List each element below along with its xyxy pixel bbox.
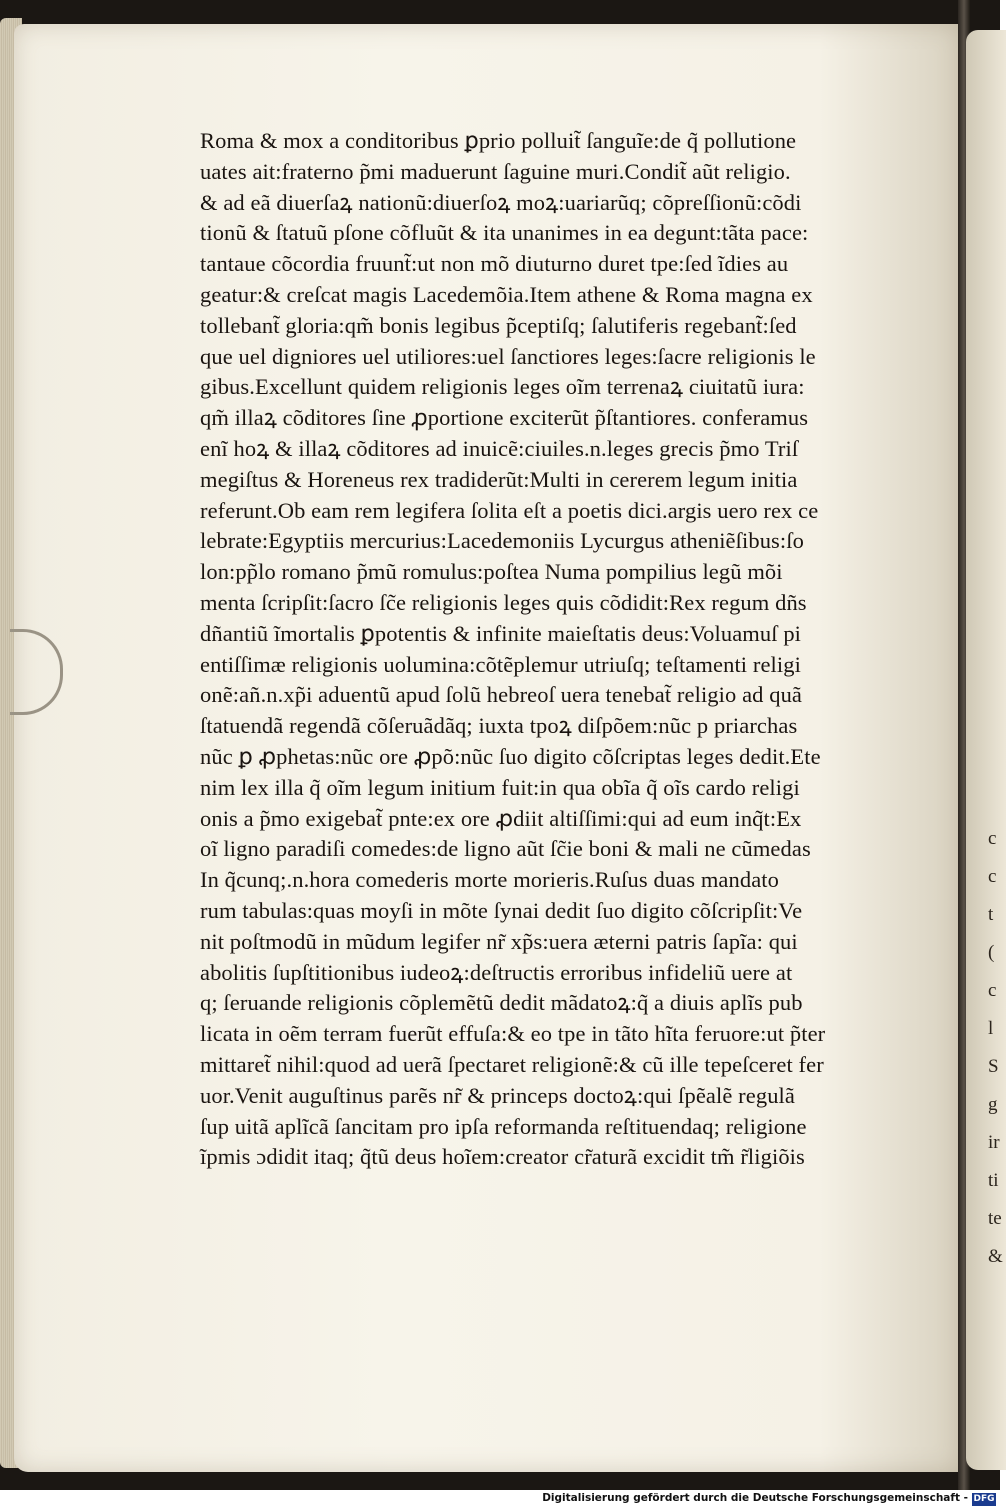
text-line: In q̃cunq;.n.hora comederis morte morieris.Ruſus duas mandato xyxy=(200,867,779,893)
text-line: megiſtus & Horeneus rex tradiderũt:Multi in cererem legum initia xyxy=(200,466,798,492)
text-line: enĩ hoꝝ & illaꝝ cõditores ad inuicẽ:ciuiles.n.leges grecis p̃mo Triſ xyxy=(200,435,799,461)
text-line: que uel digniores uel utiliores:uel ſanctiores leges:ſacre religionis le xyxy=(200,343,816,369)
text-line: nit poſtmodũ in mũdum legifer nr̃ xp̃s:uera æterni patris ſapĩa: qui xyxy=(200,928,798,954)
adjacent-fragment: ti xyxy=(988,1170,999,1191)
text-line: entiſſimæ religionis uolumina:cõtẽplemur utriuſq; teſtamenti religi xyxy=(200,651,801,677)
adjacent-fragment: t xyxy=(988,904,994,925)
text-line: referunt.Ob eam rem legifera ſolita eſt a poetis dici.argis uero rex ce xyxy=(200,497,819,523)
text-line: menta ſcripſit:ſacro ſc̃e religionis leges quis cõdidit:Rex regum dñs xyxy=(200,589,807,615)
text-line: geatur:& creſcat magis Lacedemõia.Item athene & Roma magna ex xyxy=(200,281,813,307)
text-line: q; ſeruande religionis cõplemẽtũ dedit mãdatoꝝ:q̃ a diuis aplĩs pub xyxy=(200,990,803,1016)
adjacent-fragment: g xyxy=(988,1094,998,1115)
adjacent-fragment: te xyxy=(988,1208,1002,1229)
text-line: onis a p̃mo exigebat̃ pnte:ex ore ꝓdiit altiſſimi:qui ad eum inq̃t:Ex xyxy=(200,805,802,831)
adjacent-fragment: ( xyxy=(988,942,995,963)
adjacent-fragment: ir xyxy=(988,1132,1000,1153)
text-line: nũc ꝑ ꝓphetas:nũc ore ꝓpõ:nũc ſuo digito cõſcriptas leges dedit.Ete xyxy=(200,743,821,769)
text-line: tollebant̃ gloria:qm̃ bonis legibus p̃ceptiſq; ſalutiferis regebant̃:ſed xyxy=(200,312,797,338)
text-line: gibus.Excellunt quidem religionis leges oĩm terrenaꝝ ciuitatũ iura: xyxy=(200,374,805,400)
adjacent-fragment: c xyxy=(988,828,997,849)
text-line: & ad eã diuerſaꝝ nationũ:diuerſoꝝ moꝝ:uariarũq; cõpreſſionũ:cõdi xyxy=(200,189,802,215)
dfg-logo: DFG xyxy=(973,1494,995,1504)
adjacent-fragment: S xyxy=(988,1056,999,1077)
text-line: mittaret̃ nihil:quod ad uerã ſpectaret religionẽ:& cũ ille tepeſceret fer xyxy=(200,1051,824,1077)
text-line: Roma & mox a conditoribus ꝑprio polluit̃ ſanguĩe:de q̃ pollutione xyxy=(200,128,797,153)
text-line: ſup uitã aplĩcã ſancitam pro ipſa reformanda reſtituendaq; religione xyxy=(200,1113,807,1139)
text-line: lon:pp̃lo romano p̃mũ romulus:poſtea Numa pompilius legũ mõi xyxy=(200,559,783,585)
text-line: nim lex illa q̃ oĩm legum initium fuit:in qua obĩa q̃ oĩs cardo religi xyxy=(200,774,800,800)
text-line: licata in oẽm terram fuerũt effuſa:& eo tpe in tãto hĩta feruore:ut p̃ter xyxy=(200,1021,826,1047)
adjacent-fragment: c xyxy=(988,866,997,887)
adjacent-fragment: & xyxy=(988,1246,1003,1267)
text-line: uor.Venit auguſtinus parẽs nr̃ & princeps doctoꝝ:qui ſpẽalẽ regulã xyxy=(200,1082,795,1108)
page-text xyxy=(200,126,908,1173)
text-line: abolitis ſupſtitionibus iudeoꝝ:deſtructis erroribus infideliũ uere at xyxy=(200,959,793,985)
adjacent-fragment: c xyxy=(988,980,997,1001)
text-line: rum tabulas:quas moyſi in mõte ſynai dedit ſuo digito cõſcripſit:Ve xyxy=(200,897,803,923)
text-line: tionũ & ſtatuũ pſone cõfluũt & ita unanimes in ea degunt:tãta pace: xyxy=(200,220,809,246)
text-line: tantaue cõcordia fruunt̃:ut non mõ diuturno duret tpe:ſed ĩdies au xyxy=(200,251,789,277)
adjacent-page-fragments xyxy=(988,820,1003,1276)
text-line: qm̃ illaꝝ cõditores ſine ꝓportione exciterũt p̃ſtantiores. conferamus xyxy=(200,405,809,431)
text-line: ĩpmis ɔdidit itaq; q̃tũ deus hoĩem:creator cr̃aturã excidit tm̃ r̃ligiõis xyxy=(200,1144,805,1170)
text-line: uates ait:fraterno p̃mi maduerunt ſaguine muri.Condit̃ aũt religio. xyxy=(200,158,791,184)
text-line: dñantiũ ĩmortalis ꝑpotentis & infinite maieſtatis deus:Voluamuſ pi xyxy=(200,620,802,646)
text-line: ſtatuendã regendã cõſeruãdãq; iuxta tpoꝝ diſpõem:nũc p priarchas xyxy=(200,713,798,739)
footer-credit: Digitalisierung gefördert durch die Deutsche Forschungsgemeinschaft - xyxy=(542,1492,968,1504)
footer xyxy=(0,1490,1000,1509)
text-line: onẽ:añ.n.xp̃i aduentũ apud ſolũ hebreoſ uera tenebat̃ religio ad quã xyxy=(200,682,803,708)
clip-mark xyxy=(10,629,63,715)
text-line: oĩ ligno paradiſi comedes:de ligno aũt ſc̃ie boni & mali ne cũmedas xyxy=(200,836,811,862)
text-line: lebrate:Egyptiis mercurius:Lacedemoniis Lycurgus atheniẽſibus:ſo xyxy=(200,528,804,554)
adjacent-fragment: l xyxy=(988,1018,994,1039)
